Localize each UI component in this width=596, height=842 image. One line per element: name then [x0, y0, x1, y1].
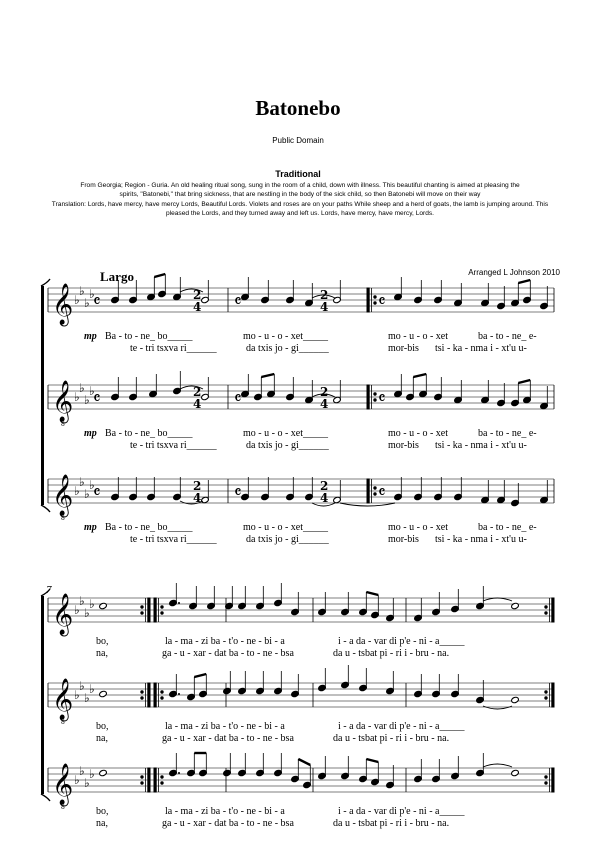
repeat-dot — [141, 697, 143, 699]
repeat-thick-bar — [154, 598, 156, 622]
lyric-syllables: mo - u - o - xet — [388, 331, 448, 342]
license-text: Public Domain — [272, 136, 324, 145]
lyric-syllables: bo, — [96, 721, 109, 732]
note-head — [511, 769, 520, 776]
lyric-syllables: mor-bis — [388, 343, 419, 354]
lyric-syllables: Ba - to - ne_ bo_____ — [105, 331, 193, 342]
treble-clef-icon: 𝄞 — [52, 381, 74, 422]
flat-icon: ♭ — [84, 776, 90, 790]
flat-icon: ♭ — [89, 767, 95, 781]
dot — [178, 602, 180, 604]
time-signature-top: 2 — [320, 288, 329, 302]
lyric-syllables: te - tri tsxva ri______ — [130, 343, 217, 354]
lyric-syllables: la - ma - zi ba - t'o - ne - bi - a — [165, 806, 285, 817]
flat-icon: ♭ — [89, 682, 95, 696]
flat-icon: ♭ — [89, 478, 95, 492]
lyric-syllables: ga - u - xar - dat ba - to - ne - bsa — [162, 733, 294, 744]
repeat-dot — [374, 296, 376, 298]
time-signature-bottom: 4 — [320, 491, 329, 505]
time-signature-top: 2 — [320, 479, 329, 493]
lyric-syllables: na, — [96, 648, 108, 659]
repeat-dot — [545, 782, 547, 784]
flat-icon: ♭ — [84, 296, 90, 310]
lyric-syllables: mor-bis — [388, 440, 419, 451]
bracket-hook — [41, 505, 50, 512]
beam — [366, 592, 378, 595]
flat-icon: ♭ — [74, 293, 80, 307]
note-head — [99, 602, 108, 609]
lyric-syllables: ba - to - ne_ e- — [478, 428, 537, 439]
lyric-syllables: Ba - to - ne_ bo_____ — [105, 522, 193, 533]
flat-icon: ♭ — [74, 603, 80, 617]
lyric-syllables: na, — [96, 733, 108, 744]
time-signature-bottom: 4 — [320, 300, 329, 314]
repeat-thick-bar — [367, 479, 369, 503]
bracket-hook — [41, 589, 50, 596]
time-signature-bottom: 4 — [193, 397, 202, 411]
flat-icon: ♭ — [79, 475, 85, 489]
lyric-syllables: tsi - ka - nma i - xt'u u- — [435, 343, 527, 354]
song-title: Batonebo — [255, 96, 341, 120]
flat-icon: ♭ — [89, 287, 95, 301]
repeat-dot — [374, 393, 376, 395]
repeat-thick-bar — [148, 768, 150, 792]
treble-clef-icon: 𝄞 — [52, 764, 74, 805]
lyric-syllables: da u - tsbat pi - ri i - bru - na. — [333, 733, 450, 744]
lyric-syllables: bo, — [96, 806, 109, 817]
arranger-credit: Arranged L Johnson 2010 — [468, 268, 560, 277]
composer-text: Traditional — [275, 169, 321, 179]
lyric-syllables: i - a da - var di p'e - ni - a_____ — [338, 806, 465, 817]
note-head — [99, 690, 108, 697]
repeat-dot — [161, 697, 163, 699]
lyric-syllables: la - ma - zi ba - t'o - ne - bi - a — [165, 721, 285, 732]
flat-icon: ♭ — [79, 679, 85, 693]
repeat-thick-bar — [154, 768, 156, 792]
repeat-dot — [374, 493, 376, 495]
repeat-thick-bar — [552, 683, 554, 707]
flat-icon: ♭ — [74, 773, 80, 787]
repeat-dot — [374, 399, 376, 401]
treble-clef-icon: 𝄞 — [52, 284, 74, 325]
beam — [413, 374, 426, 377]
note-head — [511, 602, 520, 609]
lyric-syllables: mor-bis — [388, 534, 419, 545]
lyric-syllables: la - ma - zi ba - t'o - ne - bi - a — [165, 636, 285, 647]
repeat-thick-bar — [367, 385, 369, 409]
flat-icon: ♭ — [84, 393, 90, 407]
lyric-syllables: ba - to - ne_ e- — [478, 331, 537, 342]
time-signature-top: 2 — [193, 479, 202, 493]
beam — [366, 759, 378, 762]
tie — [483, 598, 512, 601]
lyric-syllables: i - a da - var di p'e - ni - a_____ — [338, 636, 465, 647]
repeat-dot — [141, 606, 143, 608]
bracket-hook — [41, 794, 50, 801]
flat-icon: ♭ — [74, 484, 80, 498]
bracket-hook — [41, 279, 50, 286]
time-signature-bottom: 4 — [320, 397, 329, 411]
system-bracket — [41, 286, 44, 505]
repeat-dot — [141, 612, 143, 614]
tempo-marking: Largo — [100, 269, 134, 284]
flat-icon: ♭ — [89, 597, 95, 611]
common-time-icon: 𝄴 — [378, 292, 386, 312]
common-time-icon: 𝄴 — [234, 292, 242, 312]
common-time-icon: 𝄴 — [378, 389, 386, 409]
measure-number: 7 — [46, 584, 52, 596]
lyric-syllables: mo - u - o - xet_____ — [243, 522, 328, 533]
translation-line: pleased the Lords, and they turned away and left us. Lords, have mercy, have mercy, Lords. — [165, 210, 435, 217]
repeat-dot — [374, 487, 376, 489]
tenor-clef-8-mark: 8 — [61, 804, 65, 811]
lyric-syllables: da txis jo - gi______ — [246, 534, 329, 545]
repeat-dot — [141, 691, 143, 693]
lyric-syllables: da txis jo - gi______ — [246, 343, 329, 354]
lyric-syllables: te - tri tsxva ri______ — [130, 440, 217, 451]
tenor-clef-8-mark: 8 — [61, 515, 65, 522]
treble-clef-icon: 𝄞 — [52, 594, 74, 635]
repeat-dot — [545, 691, 547, 693]
repeat-thick-bar — [552, 768, 554, 792]
lyric-syllables: da u - tsbat pi - ri i - bru - na. — [333, 648, 450, 659]
flat-icon: ♭ — [84, 487, 90, 501]
repeat-dot — [161, 776, 163, 778]
dot — [178, 693, 180, 695]
lyric-syllables: mo - u - o - xet_____ — [243, 428, 328, 439]
note-head — [511, 696, 520, 703]
lyric-syllables: tsi - ka - nma i - xt'u u- — [435, 440, 527, 451]
flat-icon: ♭ — [79, 381, 85, 395]
repeat-dot — [161, 691, 163, 693]
tie — [483, 706, 512, 709]
lyric-syllables: bo, — [96, 636, 109, 647]
translation-line: Translation: Lords, have mercy, have mercy Lords, Beautiful Lords. Violets and roses are on your paths While sheep and a herd of goats, the lamb is jumping around. This — [51, 201, 549, 208]
lyric-syllables: ga - u - xar - dat ba - to - ne - bsa — [162, 648, 294, 659]
beam — [194, 674, 206, 677]
repeat-dot — [545, 606, 547, 608]
flat-icon: ♭ — [84, 691, 90, 705]
lyrics — [84, 331, 537, 829]
repeat-dot — [161, 782, 163, 784]
common-time-icon: 𝄴 — [378, 483, 386, 503]
lyric-syllables: i - a da - var di p'e - ni - a_____ — [338, 721, 465, 732]
repeat-dot — [141, 776, 143, 778]
repeat-thick-bar — [552, 598, 554, 622]
beam — [298, 759, 310, 765]
time-signature-top: 2 — [193, 385, 202, 399]
time-signature-top: 2 — [320, 385, 329, 399]
repeat-thick-bar — [148, 598, 150, 622]
repeat-dot — [545, 776, 547, 778]
common-time-icon: 𝄴 — [234, 389, 242, 409]
beam — [154, 274, 165, 277]
repeat-dot — [545, 612, 547, 614]
common-time-icon: 𝄴 — [93, 389, 101, 409]
tenor-clef-8-mark: 8 — [61, 719, 65, 726]
lyric-syllables: te - tri tsxva ri______ — [130, 534, 217, 545]
lyric-syllables: mo - u - o - xet_____ — [243, 331, 328, 342]
flat-icon: ♭ — [89, 384, 95, 398]
tie — [483, 764, 512, 767]
flat-icon: ♭ — [79, 594, 85, 608]
flat-icon: ♭ — [79, 284, 85, 298]
dot — [178, 772, 180, 774]
treble-clef-icon: 𝄞 — [52, 679, 74, 720]
system-bracket — [41, 596, 44, 794]
lyric-syllables: ga - u - xar - dat ba - to - ne - bsa — [162, 818, 294, 829]
description-line: spirits, "Batonebi," that bring sickness, that are nestling in the body of the sick child, so then Batonebi will move on their way — [119, 191, 481, 198]
note-head — [99, 769, 108, 776]
lyric-syllables: da u - tsbat pi - ri i - bru - na. — [333, 818, 450, 829]
description-line: From Georgia; Region - Guria. An old healing ritual song, sung in the room of a child, down with illness. This beautiful chanting is aimed at pleasing the — [80, 182, 520, 189]
flat-icon: ♭ — [84, 606, 90, 620]
lyric-syllables: ba - to - ne_ e- — [478, 522, 537, 533]
repeat-dot — [161, 606, 163, 608]
time-signature-top: 2 — [193, 288, 202, 302]
common-time-icon: 𝄴 — [93, 483, 101, 503]
lyric-syllables: mo - u - o - xet — [388, 428, 448, 439]
flat-icon: ♭ — [74, 688, 80, 702]
dynamic-marking: mp — [84, 522, 97, 533]
treble-clef-icon: 𝄞 — [52, 475, 74, 516]
repeat-thick-bar — [367, 288, 369, 312]
time-signature-bottom: 4 — [193, 491, 202, 505]
lyric-syllables: tsi - ka - nma i - xt'u u- — [435, 534, 527, 545]
common-time-icon: 𝄴 — [93, 292, 101, 312]
flat-icon: ♭ — [74, 390, 80, 404]
flat-icon: ♭ — [79, 764, 85, 778]
tenor-clef-8-mark: 8 — [61, 421, 65, 428]
beam — [261, 374, 274, 377]
repeat-dot — [545, 697, 547, 699]
repeat-thick-bar — [154, 683, 156, 707]
beam — [518, 280, 530, 283]
lyric-syllables: Ba - to - ne_ bo_____ — [105, 428, 193, 439]
lyric-syllables: mo - u - o - xet — [388, 522, 448, 533]
repeat-dot — [374, 302, 376, 304]
repeat-thick-bar — [148, 683, 150, 707]
time-signature-bottom: 4 — [193, 300, 202, 314]
dynamic-marking: mp — [84, 428, 97, 439]
lyric-syllables: da txis jo - gi______ — [246, 440, 329, 451]
lyric-syllables: na, — [96, 818, 108, 829]
repeat-dot — [161, 612, 163, 614]
repeat-dot — [141, 782, 143, 784]
common-time-icon: 𝄴 — [234, 483, 242, 503]
dynamic-marking: mp — [84, 331, 97, 342]
beam — [518, 380, 530, 383]
